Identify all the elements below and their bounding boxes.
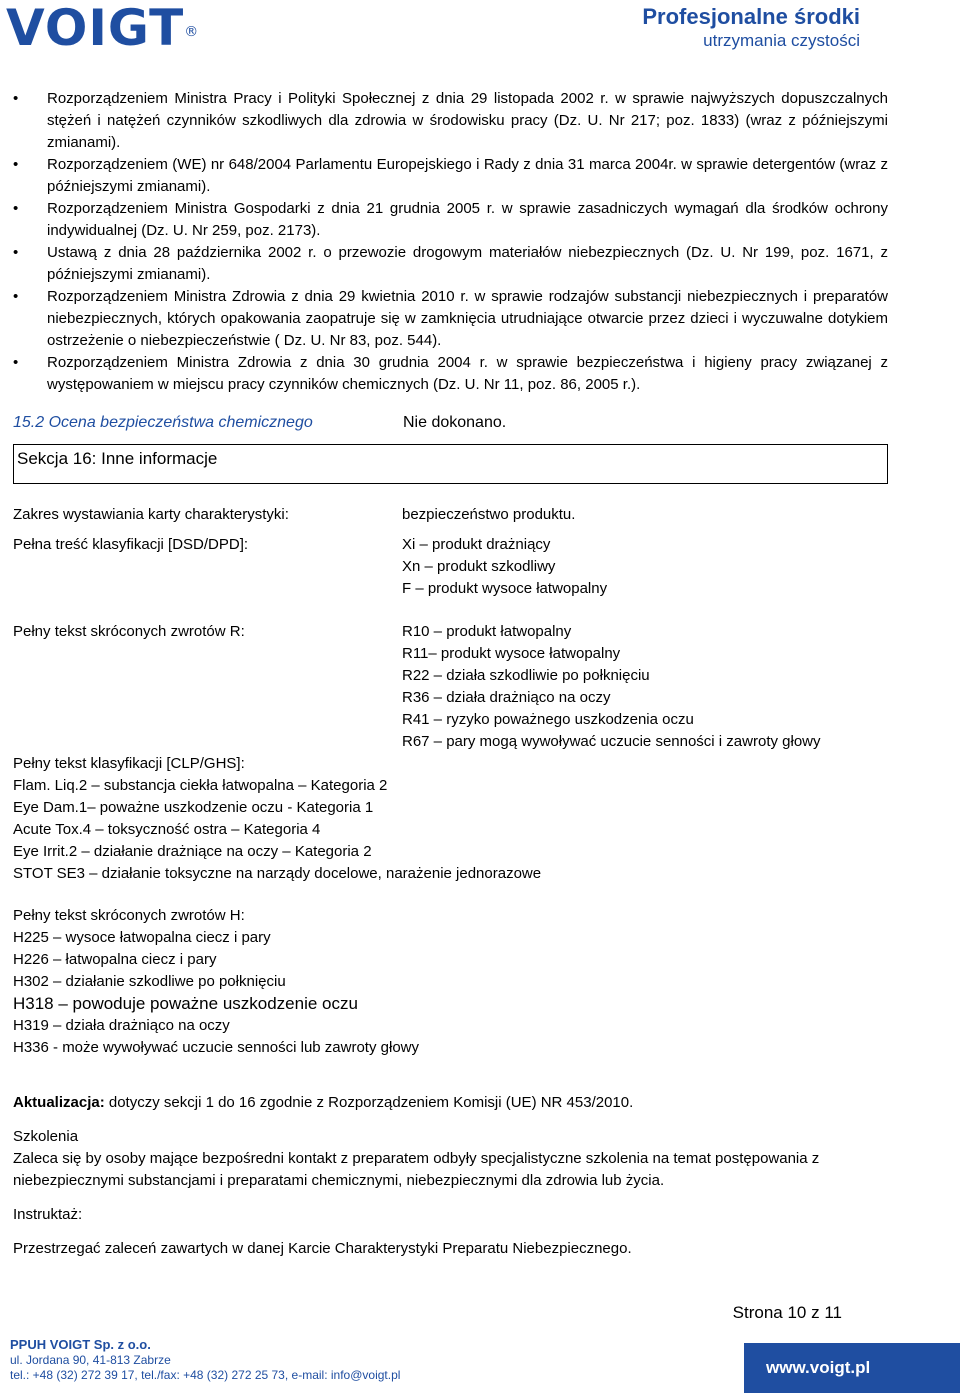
- regulation-item: • Rozporządzeniem Ministra Gospodarki z dnia 21 grudnia 2005 r. w sprawie zasadniczych wymagań dla środków ochrony indywidualnej (Dz. U. Nr 259, poz. 2173).: [13, 200, 888, 239]
- page-footer: [0, 1328, 960, 1393]
- r-item: R67 – pary mogą wywoływać uczucie senności i zawroty głowy: [402, 733, 821, 750]
- dsd-item: Xi – produkt drażniący: [402, 536, 551, 553]
- update-value: dotyczy sekcji 1 do 16 zgodnie z Rozporządzeniem Komisji (UE) NR 453/2010.: [108, 1094, 634, 1111]
- r-item: R22 – działa szkodliwie po połknięciu: [402, 667, 650, 684]
- contact-info: tel.: +48 (32) 272 39 17, tel./fax: +48 (32) 272 25 73, e-mail: info@voigt.pl: [10, 1368, 401, 1382]
- training-text: Zaleca się by osoby mające bezpośredni kontakt z preparatem odbyły specjalistyczne szkolenia na temat postępowania z niebezpiecznymi substancjami i preparatami chemicznymi, niebezpiecznymi dla zdrowia lub życia.: [13, 1150, 820, 1189]
- page-number: Strona 10 z 11: [732, 1303, 842, 1322]
- clp-item: Eye Dam.1– poważne uszkodzenie oczu - Kategoria 1: [13, 799, 374, 816]
- h-item: H226 – łatwopalna ciecz i pary: [13, 951, 217, 968]
- dsd-label: Pełna treść klasyfikacji [DSD/DPD]:: [13, 536, 249, 553]
- regulation-item: • Rozporządzeniem Ministra Pracy i Polityki Społecznej z dnia 29 listopada 2002 r. w sprawie najwyższych dopuszczalnych stężeń i natężeń czynników szkodliwych dla zdrowia w środowisku pracy (Dz. U. Nr 217; poz. 1833) (wraz z późniejszymi zmianami).: [13, 90, 888, 151]
- instruction-text: Przestrzegać zaleceń zawartych w danej Karcie Charakterystyki Preparatu Niebezpiecznego.: [13, 1240, 632, 1257]
- scope-row: [13, 504, 888, 526]
- h-item: H302 – działanie szkodliwe po połknięciu: [13, 973, 286, 990]
- instruction-label: Instruktaż:: [13, 1206, 83, 1223]
- h-item: H225 – wysoce łatwopalna ciecz i pary: [13, 929, 271, 946]
- regulation-item: • Rozporządzeniem Ministra Zdrowia z dnia 30 grudnia 2004 r. w sprawie bezpieczeństwa i higieny pracy związanej z występowaniem w miejscu pracy czynników chemicznych (Dz. U. Nr 11, poz. 86, 2005 r.).: [13, 354, 888, 393]
- r-item: R10 – produkt łatwopalny: [402, 623, 572, 640]
- header-tagline: [600, 4, 860, 52]
- clp-item: Flam. Liq.2 – substancja ciekła łatwopalna – Kategoria 2: [13, 777, 388, 794]
- document-body: [13, 88, 888, 1260]
- r-item: R41 – ryzyko poważnego uszkodzenia oczu: [402, 711, 694, 728]
- dsd-item: F – produkt wysoce łatwopalny: [402, 580, 608, 597]
- scope-label: Zakres wystawiania karty charakterystyki:: [13, 506, 289, 523]
- clp-item: Eye Irrit.2 – działanie drażniące na oczy – Kategoria 2: [13, 843, 372, 860]
- regulation-item: • Rozporządzeniem Ministra Zdrowia z dnia 29 kwietnia 2010 r. w sprawie rodzajów substancji niebezpiecznych i preparatów niebezpiecznych, których opakowania zaopatruje się w zamknięcia utrudniające otwarcie przez dzieci i wyczuwalne dotykiem ostrzeżenie o niebezpieczeństwie ( Dz. U. Nr 83, poz. 544).: [13, 288, 888, 349]
- company-address: [10, 1337, 400, 1383]
- scope-value: bezpieczeństwo produktu.: [402, 506, 576, 523]
- tagline-line-1: Profesjonalne środki: [642, 4, 860, 29]
- h-item: H319 – działa drażniąco na oczy: [13, 1017, 230, 1034]
- section-16-title: Sekcja 16: Inne informacje: [13, 444, 888, 484]
- h-item: H318 – powoduje poważne uszkodzenie oczu: [13, 994, 358, 1013]
- regulation-item: • Ustawą z dnia 28 października 2002 r. o przewozie drogowym materiałów niebezpiecznych (Dz. U. Nr 199, poz. 1671, z późniejszymi zmianami).: [13, 244, 888, 283]
- update-row: [13, 1092, 888, 1114]
- h-item: H336 - może wywoływać uczucie senności lub zawroty głowy: [13, 1039, 419, 1056]
- street-address: ul. Jordana 90, 41-813 Zabrze: [10, 1353, 171, 1367]
- page-header: [0, 0, 960, 58]
- clp-item: Acute Tox.4 – toksyczność ostra – Kategoria 4: [13, 821, 321, 838]
- r-phrases-row: [13, 621, 888, 753]
- r-item: R36 – działa drażniąco na oczy: [402, 689, 611, 706]
- company-name: PPUH VOIGT Sp. z o.o.: [10, 1337, 151, 1352]
- regulation-item: • Rozporządzeniem (WE) nr 648/2004 Parlamentu Europejskiego i Rady z dnia 31 marca 2004r. w sprawie detergentów (wraz z późniejszymi zmianami).: [13, 156, 888, 195]
- dsd-item: Xn – produkt szkodliwy: [402, 558, 556, 575]
- voigt-logo: VOIGT®: [6, 0, 200, 57]
- dsd-row: [13, 534, 888, 600]
- r-item: R11– produkt wysoce łatwopalny: [402, 645, 621, 662]
- tagline-line-2: utrzymania czystości: [703, 31, 860, 50]
- clp-item: STOT SE3 – działanie toksyczne na narządy docelowe, narażenie jednorazowe: [13, 865, 542, 882]
- h-label: Pełny tekst skróconych zwrotów H:: [13, 907, 245, 924]
- r-label: Pełny tekst skróconych zwrotów R:: [13, 623, 245, 640]
- update-label: Aktualizacja:: [13, 1094, 105, 1111]
- training-label: Szkolenia: [13, 1128, 79, 1145]
- chemical-assessment: 15.2 Ocena bezpieczeństwa chemicznego Nie dokonano.: [13, 414, 507, 431]
- clp-label: Pełny tekst klasyfikacji [CLP/GHS]:: [13, 755, 245, 772]
- website-link[interactable]: www.voigt.pl: [744, 1343, 960, 1393]
